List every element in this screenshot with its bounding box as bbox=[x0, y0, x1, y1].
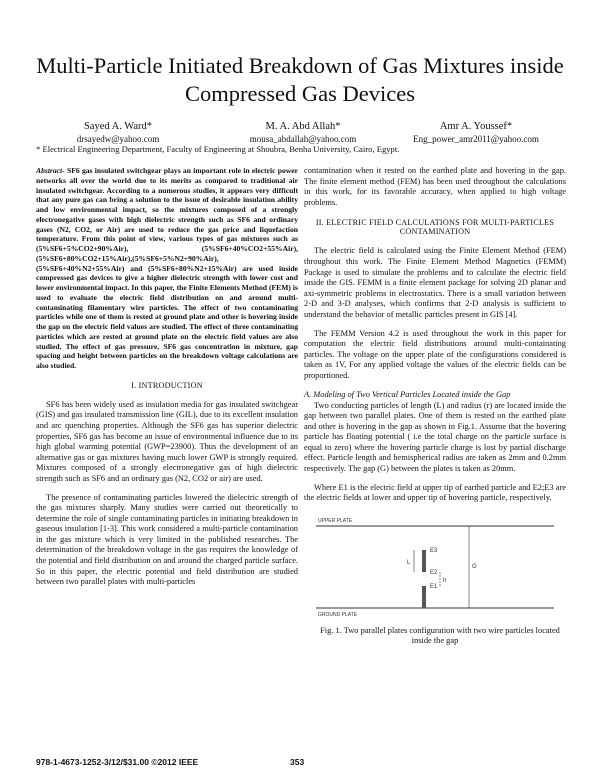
intro-paragraph-1: SF6 has been widely used as insulation media for gas insulated switchgear (GIS) and gas insulated transmission line (GIL), due to its excellent insulation and arc quenching properties. Although the SF6 gas has superior dielectric properties, SF6 gas has become an issue of environmental influence due to its high global warming potential (GWP=23900). Thus the development of an alternative gas or gas mixtures having much lower GWP is strongly required. Mixtures composed of a strongly electronegative gas of high dielectric strength such as SF6 and an ordinary gas (N2, CO2 or air) are used. bbox=[36, 399, 298, 483]
ground-plate-label: GROUND PLATE bbox=[318, 611, 358, 618]
author-3 bbox=[386, 120, 566, 145]
left-column bbox=[36, 166, 298, 596]
figure-1-diagram bbox=[304, 512, 566, 622]
author-email: mousa_abdallah@yahoo.com bbox=[249, 134, 357, 144]
e2-label: E2 bbox=[430, 569, 438, 576]
e3-label: E3 bbox=[430, 547, 438, 554]
intro-paragraph-2: The presence of contaminating particles lowered the dielectric strength of the gas mixtures sharply. Many studies were carried out theoretically to determine the role of single contaminating particles in initiating breakdown in gaseous insulation [1-3]. This work considered a multi-particle contamination in the gas mixture which is very limited in the published researches. The determination of the breakdown voltage in the gas requires the knowledge of the potential and field distribution on and around the charged particle surface. So in this paper, the electric potential and field distribution are studied between two parallel plates with multi-particles bbox=[36, 492, 298, 587]
footer-isbn: 978-1-4673-1252-3/12/$31.00 ©2012 IEEE bbox=[36, 757, 199, 767]
paper-title: Multi-Particle Initiated Breakdown of Gas Mixtures inside Compressed Gas Devices bbox=[36, 53, 564, 106]
section-heading-field-calculations: II. ELECTRIC FIELD CALCULATIONS FOR MULTI-PARTICLES CONTAMINATION bbox=[315, 218, 555, 237]
author-name: Sayed A. Ward* bbox=[83, 121, 153, 132]
hovering-particle bbox=[422, 550, 426, 572]
subsectionA-paragraph-2: Where E1 is the electric field at upper tip of earthed particle and E2;E3 are the electric fields at lower and upper tip of hovering particle, respectively. bbox=[304, 482, 566, 503]
author-name: Amr A. Youssef* bbox=[439, 121, 513, 132]
earthed-particle bbox=[422, 586, 426, 608]
length-label: L bbox=[407, 559, 411, 566]
section-heading-introduction: I. INTRODUCTION bbox=[131, 380, 203, 390]
continued-paragraph: contamination when it rested on the earthed plate and hovering in the gap. The finite element method (FEM) has been used throughout the calculations in this work, for its favorable accuracy, when applied to high voltage problems. bbox=[304, 166, 566, 207]
subsection-heading-a: A. Modeling of Two Vertical Particles Located inside the Gap bbox=[304, 389, 511, 399]
author-1 bbox=[28, 120, 208, 145]
gap-label: G bbox=[472, 563, 477, 570]
figure-1-caption: Fig. 1. Two parallel plates configuration with two wire particles located inside the gap bbox=[320, 625, 560, 646]
right-column bbox=[304, 166, 566, 655]
author-2 bbox=[213, 120, 393, 145]
intro-body bbox=[36, 381, 298, 588]
section2-paragraph-1: The electric field is calculated using the Finite Element Method (FEM) throughout this work. The Finite Element Method Magnetics (FEMM) Package is used to simulate the problems and to calculate the electric field inside the GIS. FEMM is a finite element package for solving 2D planar and axi-symmetric problems in electrostatics. There is a small variation between 2-D and 3-D analyses, which confirms that 2-D analysis is sufficient to understand the behavior of metallic particles present in GIS [4]. bbox=[304, 246, 566, 319]
author-email: drsayedw@yahoo.com bbox=[76, 134, 160, 144]
abstract bbox=[36, 166, 298, 371]
section2-paragraph-2: The FEMM Version 4.2 is used throughout the work in this paper for computation the electric field distributions around multi-containating particles. The voltage on the upper plate of the configurations considered is taken as 1V, For any applied voltage the values of the electric fields can be proportioned. bbox=[304, 328, 566, 380]
page-number: 353 bbox=[290, 757, 305, 767]
upper-plate-label: UPPER PLATE bbox=[318, 517, 353, 524]
author-name: M. A. Abd Allah* bbox=[265, 121, 341, 132]
abstract-text: SF6 gas insulated switchgear plays an important role in electric power networks all over the world due to its merits as compared to traditional air insulated switchgear. According to a numerous studies, it appears very difficult that any pure gas can bring a solution to the issue of desirable insulation ability and low environmental impact, so the mixtures composed of a strongly electronegative gases with high dielectric strength such as SF6 and ordinary gases (N2, CO2, or Air) are used to reduce the gas price and liquefaction temperature. From this point of view, various types of gas mixtures such as (5%SF6+5%CO2+90%Air), (5%SF6+40%CO2+55%Air),(5%SF6+80%CO2+15%Air),(5%SF6+5%N2+90%Air),(5%SF6+40%N2+55%Air) and (5%SF6+80%N2+15%Air) are used inside compressed gas devices to give a higher dielectric strength with lower cost and lower environmental impact. In this paper, the Finite Elements Method (FEM) is used to evaluate the electric field distribution on and around multi-contaminating filamentary wire particles. The effect of two contaminating particles while one of them is rested at ground plate and other is hovering inside the gap on the electric field values are studied. The effect of three contaminating particles which are rested at ground plate on the electric field values are also studied. The effect of gas pressure, SF6 gas concentration in mixture, gap spacing and height between particles on the breakdown voltage calculations are also studied. bbox=[36, 166, 298, 370]
figure-1 bbox=[304, 512, 566, 622]
subsectionA-paragraph-1: Two conducting particles of length (L) and radius (r) are located inside the gap between two parallel plates. One of them is rested on the earthed plate and other is hovering in the gap as shown in Fig.1. Assume that the hovering particle has floating potential ( i.e the total charge on the particle surface is equal to zero) where the hovering particle charge is lost by partial discharge effect. Particle length and hemispherical radius are taken as 2mm and 0.2mm respectively. The gap (G) between the plates is taken as 20mm. bbox=[304, 400, 566, 474]
affiliation: * Electrical Engineering Department, Faculty of Engineering at Shoubra, Benha University, Cairo, Egypt. bbox=[36, 144, 400, 154]
e1-label: E1 bbox=[430, 583, 438, 590]
author-email: Eng_power_amr2011@yahoo.com bbox=[413, 134, 539, 144]
abstract-label: Abstract- bbox=[36, 166, 65, 175]
height-label: h bbox=[443, 577, 447, 584]
